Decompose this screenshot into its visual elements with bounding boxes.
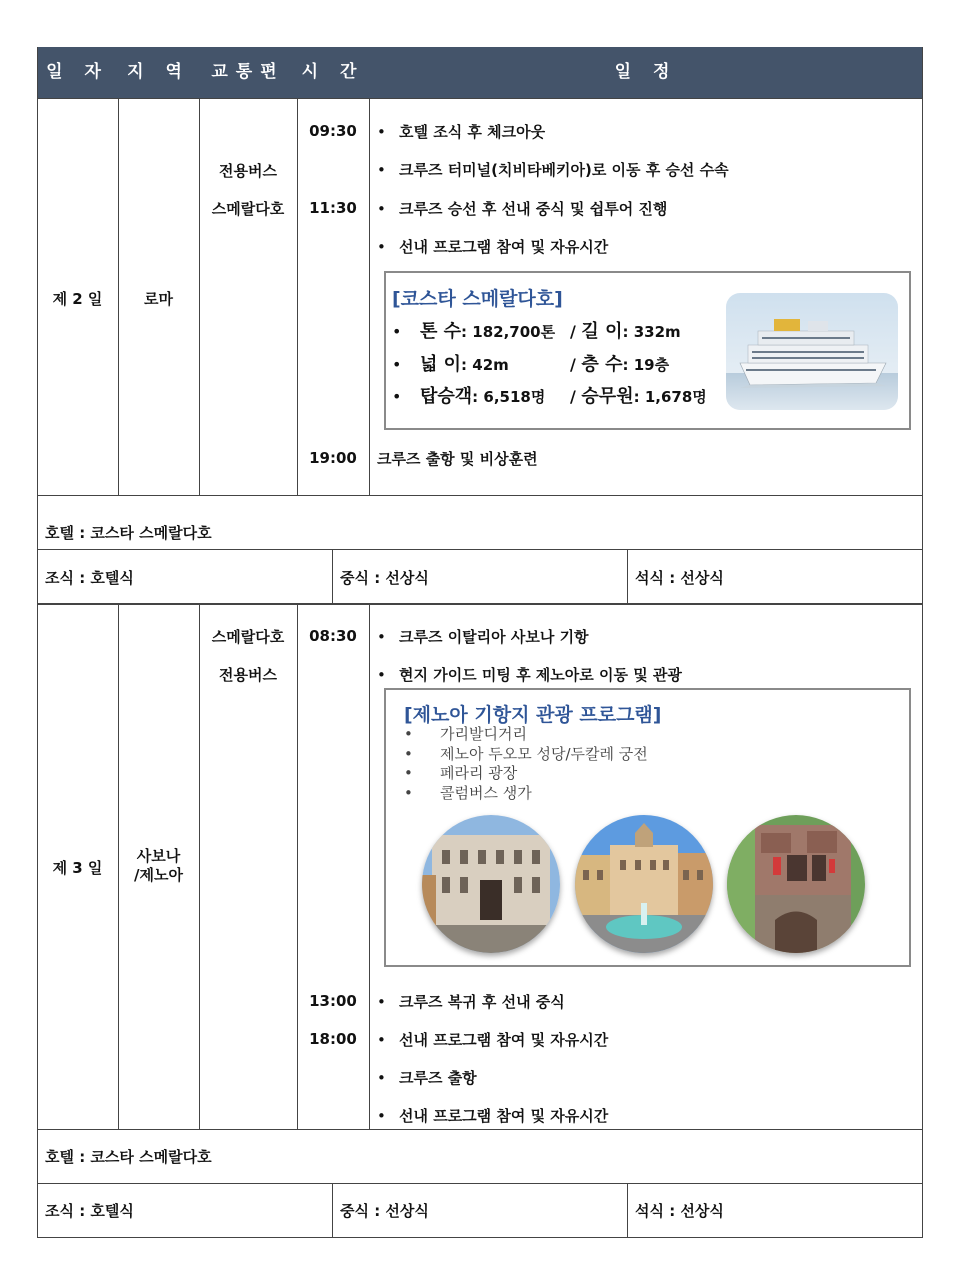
day2-label: 제 2 일 (52, 290, 103, 308)
ship-spec-row: / 길 이: 332m (570, 321, 681, 342)
day2-time-3: 19:00 (309, 449, 357, 467)
header-time: 시 간 (301, 62, 365, 82)
list-item: • 호텔 조식 후 체크아웃 (377, 123, 546, 141)
day2-time-1: 09:30 (309, 122, 357, 140)
program-item: • 가리발디거리 (404, 725, 527, 743)
header-transport: 교통편 (211, 62, 285, 82)
ship-box-title: [코스타 스메랄다호] (392, 288, 563, 310)
ship-spec-row: • 톤 수: 182,700톤 (392, 321, 556, 342)
day2-transport-1: 전용버스 (219, 162, 277, 180)
list-item: • 크루즈 복귀 후 선내 중식 (377, 993, 565, 1011)
list-item: • 크루즈 출항 (377, 1069, 477, 1087)
day2-last-item: 크루즈 출항 및 비상훈련 (377, 450, 538, 468)
day3-dinner: 석식 : 선상식 (635, 1202, 724, 1220)
day2-dinner: 석식 : 선상식 (635, 569, 724, 587)
day3-label: 제 3 일 (52, 859, 103, 877)
list-item: • 크루즈 터미널(치비타베키아)로 이동 후 승선 수속 (377, 161, 729, 179)
list-item: • 크루즈 이탈리아 사보나 기항 (377, 628, 589, 646)
ship-spec-row: • 넓 이: 42m (392, 354, 509, 375)
cruise-ship-image (726, 293, 898, 410)
header-date: 일 자 (46, 62, 109, 82)
day2-lunch: 중식 : 선상식 (340, 569, 429, 587)
ship-spec-row: / 승무원: 1,678명 (570, 386, 707, 407)
day3-transport-2: 전용버스 (219, 666, 277, 684)
day2-transport-2: 스메랄다호 (211, 200, 285, 218)
list-item: • 선내 프로그램 참여 및 자유시간 (377, 1031, 609, 1049)
program-item: • 콜럼버스 생가 (404, 784, 532, 802)
header-schedule: 일 정 (614, 62, 678, 82)
list-item: • 선내 프로그램 참여 및 자유시간 (377, 238, 609, 256)
day3-region: 사보나 /제노아 (134, 847, 183, 884)
day3-lunch: 중식 : 선상식 (340, 1202, 429, 1220)
day3-time-3: 18:00 (309, 1030, 357, 1048)
day2-breakfast: 조식 : 호텔식 (45, 569, 134, 587)
day2-hotel: 호텔 : 코스타 스메랄다호 (45, 524, 212, 542)
program-item: • 페라리 광장 (404, 764, 518, 782)
palace-photo (422, 815, 560, 953)
program-item: • 제노아 두오모 성당/두칼레 궁전 (404, 745, 648, 763)
day3-breakfast: 조식 : 호텔식 (45, 1202, 134, 1220)
header-region: 지 역 (127, 62, 190, 82)
list-item: • 크루즈 승선 후 선내 중식 및 쉽투어 진행 (377, 200, 668, 218)
ship-spec-row: • 탑승객: 6,518명 (392, 386, 546, 407)
day3-transport-1: 스메랄다호 (211, 628, 285, 646)
day3-hotel: 호텔 : 코스타 스메랄다호 (45, 1148, 212, 1166)
list-item: • 현지 가이드 미팅 후 제노아로 이동 및 관광 (377, 666, 682, 684)
list-item: • 선내 프로그램 참여 및 자유시간 (377, 1107, 609, 1125)
day2-region: 로마 (144, 290, 173, 308)
day3-time-1: 08:30 (309, 627, 357, 645)
columbus-house-photo (727, 815, 865, 953)
day2-time-2: 11:30 (309, 199, 357, 217)
day3-time-2: 13:00 (309, 992, 357, 1010)
ship-spec-row: / 층 수: 19층 (570, 354, 670, 375)
ferrari-square-photo (575, 815, 713, 953)
program-box-title: [제노아 기항지 관광 프로그램] (404, 704, 662, 726)
